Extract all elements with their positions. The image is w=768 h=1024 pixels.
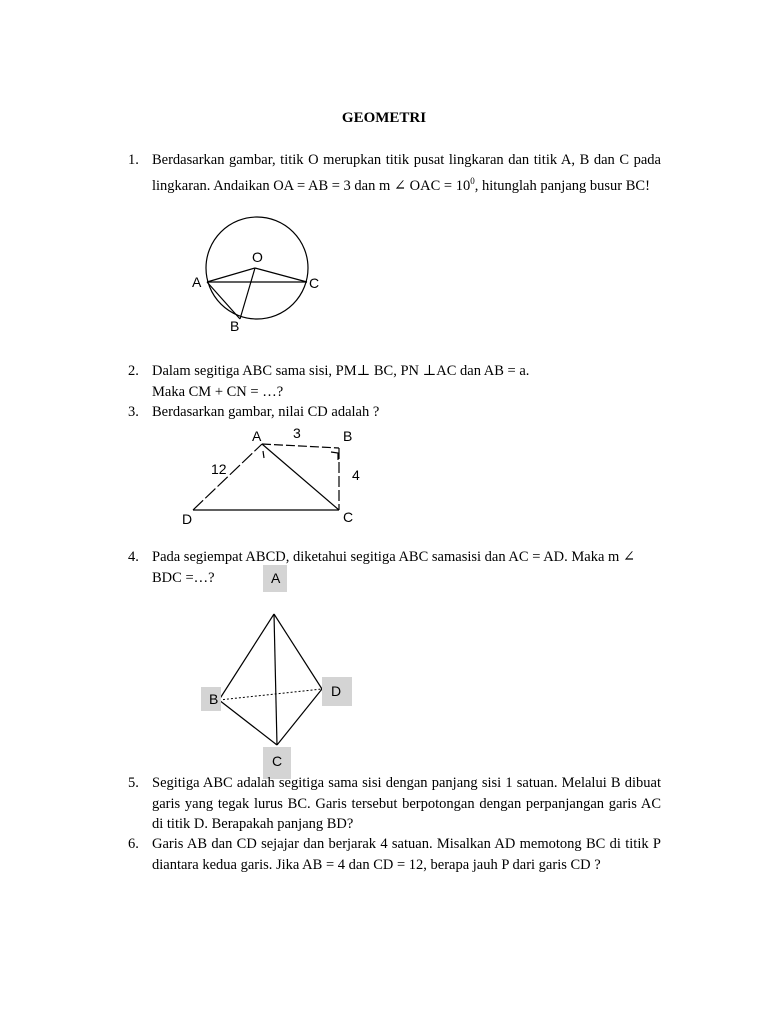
problem-number: 1. (128, 152, 139, 168)
superscript: 0 (470, 175, 475, 186)
trapezoid-figure (178, 420, 368, 530)
problem-6 (128, 834, 661, 875)
segment-ac (274, 614, 277, 745)
segment-ob (240, 268, 255, 319)
problem-5 (128, 773, 661, 835)
label-a: A (192, 274, 202, 290)
problem-text: Berdasarkan gambar, nilai CD adalah ? (152, 404, 380, 420)
problem-text: Berdasarkan gambar, titik O merupkan titik pusat lingkaran dan titik A, B dan C pada lingkaran. Andaikan OA = AB = 3 dan m ∠ OAC = 10 (152, 152, 661, 194)
problem-1 (128, 150, 661, 196)
segment-ab (262, 444, 339, 448)
problem-number: 3. (128, 404, 139, 420)
segment-dc (277, 689, 322, 745)
label-b: B (209, 691, 219, 707)
segment-ad (274, 614, 322, 689)
right-angle-mark-a (263, 451, 264, 458)
problem-text: Dalam segitiga ABC sama sisi, PM⊥ BC, PN ⊥AC dan AB = a. (152, 363, 530, 379)
segment-bd (219, 689, 322, 700)
circle-figure (185, 208, 335, 338)
label-c: C (309, 275, 320, 291)
problem-text-cont: , hitunglah panjang busur BC! (474, 177, 650, 194)
problem-number: 4. (128, 549, 139, 565)
label-b: B (230, 318, 240, 334)
label-o: O (252, 249, 263, 265)
problem-text-line2: BDC =…? (152, 569, 215, 586)
problem-number: 5. (128, 775, 139, 791)
label-a: A (271, 570, 281, 586)
page-title: GEOMETRI (341, 110, 427, 126)
length-ad: 12 (211, 461, 227, 477)
problem-number: 2. (128, 363, 139, 379)
label-d: D (331, 683, 342, 699)
problem-text: Garis AB dan CD sejajar dan berjarak 4 satuan. Misalkan AD memotong BC di titik P diantara kedua garis. Jika AB = 4 dan CD = 12, berapa jauh P dari garis CD ? (152, 836, 661, 873)
segment-oc (255, 268, 307, 282)
segment-ao (207, 268, 255, 282)
problem-text: Pada segiempat ABCD, diketahui segitiga ABC samasisi dan AC = AD. Maka m ∠ (152, 549, 636, 565)
kite-figure (198, 562, 356, 782)
problem-text-line2: Maka CM + CN = …? (152, 383, 284, 400)
problem-text: Segitiga ABC adalah segitiga sama sisi dengan panjang sisi 1 satuan. Melalui B dibuat garis yang tegak lurus BC. Garis tersebut berpotongan dengan perpanjangan garis AC di titik D. Berapakah panjang BD? (152, 775, 661, 832)
label-d: D (182, 511, 193, 527)
right-angle-mark-b (331, 452, 338, 460)
label-c: C (343, 509, 354, 525)
segment-bc (219, 700, 277, 745)
segment-da (193, 444, 262, 510)
segment-ac (262, 444, 339, 510)
problem-number: 6. (128, 836, 139, 852)
length-ab: 3 (293, 425, 301, 441)
problem-2 (128, 361, 661, 402)
length-bc: 4 (352, 467, 360, 483)
segment-ab (207, 282, 240, 319)
label-b: B (343, 428, 353, 444)
label-c: C (272, 753, 283, 769)
segment-ab (219, 614, 274, 700)
label-a: A (252, 428, 262, 444)
